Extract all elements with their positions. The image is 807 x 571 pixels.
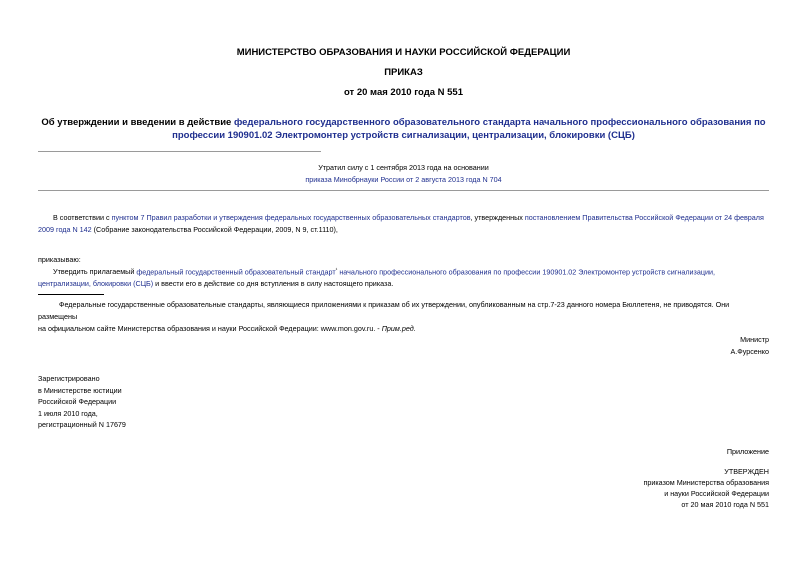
appendix-line: приказом Министерства образования xyxy=(643,478,769,487)
fgos-profession-link-a[interactable]: начального профессионального образования по профессии 190901.02 Электромонтер устройств сигнализации, xyxy=(337,267,715,277)
preamble-paragraph xyxy=(38,212,769,236)
divider-short xyxy=(38,151,321,152)
title-profession-link[interactable]: профессии 190901.02 Электромонтер устройств сигнализации, централизации, блокировки (СЦБ) xyxy=(172,130,635,141)
footnote-mark: ¹ xyxy=(335,267,338,273)
footnote-line-2: на официальном сайте Министерства образования и науки Российской Федерации: www.mon.gov.ru. - xyxy=(38,324,382,333)
government-decree-link-a[interactable]: постановлением Правительства Российской Федерации от 24 февраля xyxy=(524,213,764,222)
registration-line: Зарегистрировано xyxy=(38,374,100,383)
appendix-label: Приложение xyxy=(726,447,769,456)
signature-position: Министр xyxy=(740,335,769,344)
title-prefix: Об утверждении и введении в действие xyxy=(41,117,234,128)
order-text-a: Утвердить прилагаемый xyxy=(53,267,137,277)
divider-full xyxy=(38,190,769,191)
appendix-details xyxy=(519,477,769,510)
order-word: приказываю: xyxy=(38,255,81,264)
status-text: Утратил силу с 1 сентября 2013 года на основании xyxy=(318,163,489,172)
document-title xyxy=(0,116,807,142)
registration-block xyxy=(38,373,126,431)
footnote-text xyxy=(38,299,769,335)
preamble-text-c: (Собрание законодательства Российской Федерации, 2009, N 9, ст.1110), xyxy=(91,225,338,234)
fgos-link[interactable]: федеральный государственный образовательный стандарт xyxy=(136,267,336,277)
repeal-order-link[interactable]: приказа Минобрнауки России от 2 августа 2013 года N 704 xyxy=(305,175,502,184)
rules-point-link[interactable]: пунктом 7 Правил разработки и утверждения федеральных государственных образовательных стандартов xyxy=(111,213,471,222)
footnote-divider xyxy=(38,294,104,295)
appendix-approved: УТВЕРЖДЕН xyxy=(724,467,769,476)
ministry-heading: МИНИСТЕРСТВО ОБРАЗОВАНИЯ И НАУКИ РОССИЙСКОЙ ФЕДЕРАЦИИ xyxy=(236,47,571,58)
registration-line: 1 июля 2010 года, xyxy=(38,408,98,418)
preamble-text-a: В соответствии с xyxy=(53,213,112,222)
title-standard-link[interactable]: федерального государственного образовательного стандарта начального профессионального образования по xyxy=(233,117,766,128)
doc-date-number: от 20 мая 2010 года N 551 xyxy=(343,87,464,98)
government-decree-link-b[interactable]: 2009 года N 142 xyxy=(38,225,92,234)
registration-line: Российской Федерации xyxy=(38,397,117,406)
registration-line: в Министерстве юстиции xyxy=(38,385,122,395)
registration-line: регистрационный N 17679 xyxy=(38,420,126,429)
appendix-line: от 20 мая 2010 года N 551 xyxy=(681,500,769,509)
fgos-profession-link-b[interactable]: централизации, блокировки (СЦБ) xyxy=(38,279,154,289)
signature-name: А.Фурсенко xyxy=(730,347,769,356)
order-paragraph xyxy=(38,264,769,290)
footnote-line-1: Федеральные государственные образовательные стандарты, являющиеся приложениями к приказам об их утверждении, опубликованным на стр.7-23 данного номера Бюллетеня, не приводятся. Они размещены xyxy=(38,300,730,321)
preamble-text-b: , утвержденных xyxy=(470,213,525,222)
editor-note: Прим.ред. xyxy=(381,324,416,333)
order-text-b: и ввести его в действие со дня вступления в силу настоящего приказа. xyxy=(153,279,394,289)
doc-type-heading: ПРИКАЗ xyxy=(384,67,423,78)
appendix-line: и науки Российской Федерации xyxy=(664,489,769,498)
